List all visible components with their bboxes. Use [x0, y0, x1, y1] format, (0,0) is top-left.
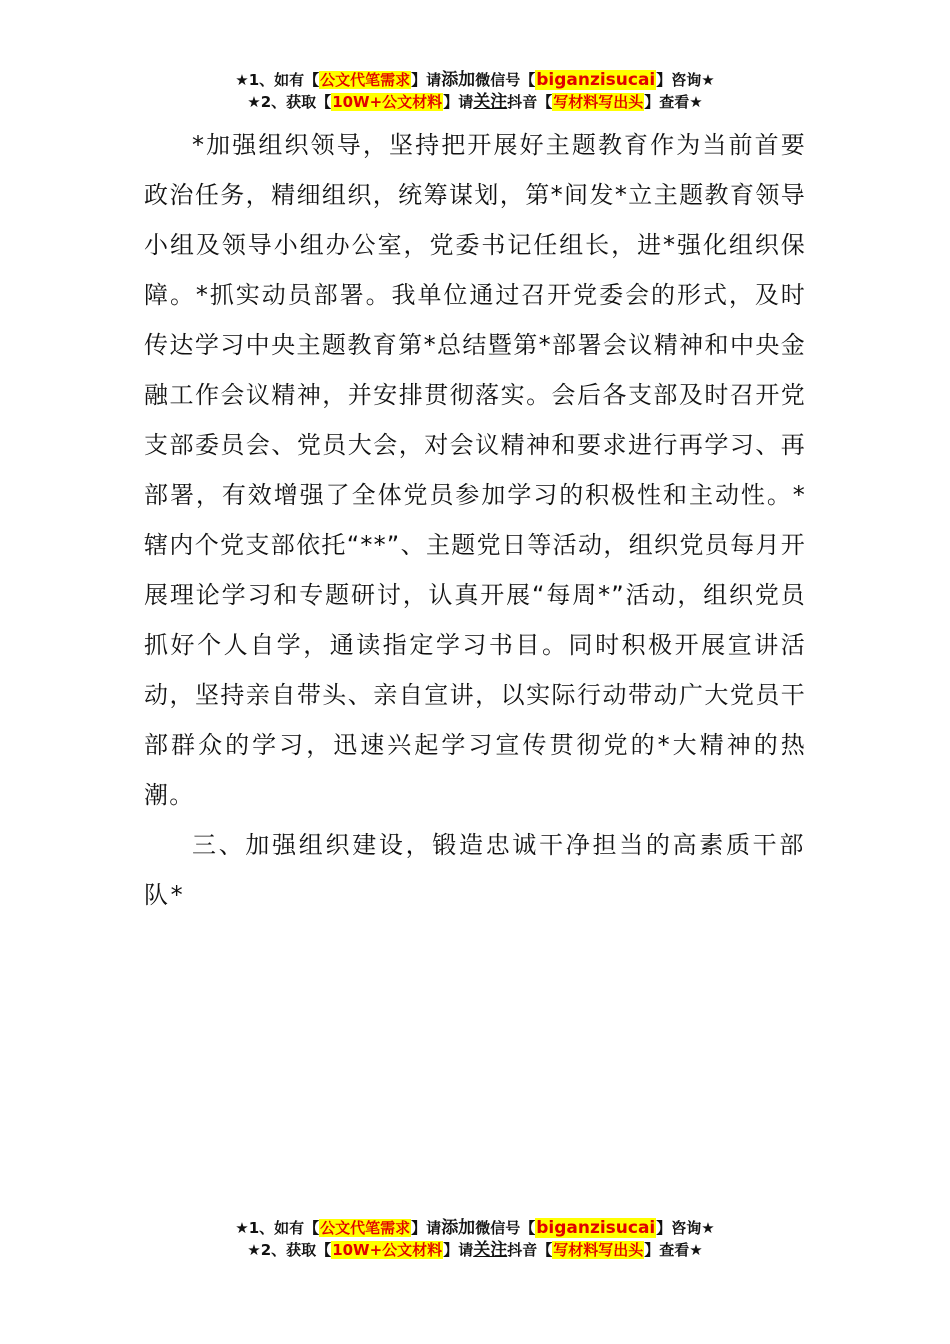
highlight-service: 公文代笔需求: [320, 71, 411, 89]
banner-line-1: [0, 1217, 950, 1239]
banner-text: ★1、如有【: [235, 1219, 320, 1237]
header-banner: [0, 69, 950, 113]
highlight-material: 10W+公文材料: [332, 1241, 443, 1259]
banner-line-2: [0, 1239, 950, 1261]
body-paragraph: *加强组织领导，坚持把开展好主题教育作为当前首要政治任务，精细组织，统筹谋划，第*间发*立主题教育领导小组及领导小组办公室，党委书记任组长，进*强化组织保障。*抓实动员部署。我单位通过召开党委会的形式，及时传达学习中央主题教育第*总结暨第*部署会议精神和中央金融工作会议精神，并安排贯彻落实。会后各支部及时召开党支部委员会、党员大会，对会议精神和要求进行再学习、再部署，有效增强了全体党员参加学习的积极性和主动性。*辖内个党支部依托“**”、主题党日等活动，组织党员每月开展理论学习和专题研讨，认真开展“每周*”活动，组织党员抓好个人自学，通读指定学习书目。同时积极开展宣讲活动，坚持亲自带头、亲自宣讲，以实际行动带动广大党员干部群众的学习，迅速兴起学习宣传贯彻党的*大精神的热潮。: [144, 131, 806, 809]
banner-text: 抖音【: [507, 1241, 553, 1259]
banner-text: 】请: [443, 1241, 474, 1259]
banner-text: ★1、如有【: [235, 71, 320, 89]
banner-text: ★2、获取【: [247, 1241, 332, 1259]
highlight-wechat-id: biganzisucai: [536, 1218, 656, 1238]
banner-follow: 关注: [473, 1240, 508, 1260]
banner-line-2: [0, 91, 950, 113]
highlight-douyin: 写材料写出头: [553, 1241, 644, 1259]
highlight-wechat-id: biganzisucai: [536, 70, 656, 90]
banner-add: 添加: [441, 70, 476, 90]
banner-text: 微信号【: [475, 1219, 536, 1237]
banner-text: ★2、获取【: [247, 93, 332, 111]
banner-line-1: [0, 69, 950, 91]
highlight-material: 10W+公文材料: [332, 93, 443, 111]
banner-text: 抖音【: [507, 93, 553, 111]
banner-text: 】请: [411, 71, 442, 89]
banner-follow: 关注: [473, 92, 508, 112]
banner-add: 添加: [441, 1218, 476, 1238]
section-heading: 三、加强组织建设，锻造忠诚干净担当的高素质干部队*: [144, 831, 806, 909]
banner-text: 微信号【: [475, 71, 536, 89]
banner-text: 】请: [443, 93, 474, 111]
highlight-service: 公文代笔需求: [320, 1219, 411, 1237]
banner-text: 】查看★: [644, 93, 703, 111]
highlight-douyin: 写材料写出头: [553, 93, 644, 111]
banner-text: 】请: [411, 1219, 442, 1237]
banner-text: 】咨询★: [656, 1219, 715, 1237]
document-body: [144, 120, 806, 920]
banner-text: 】查看★: [644, 1241, 703, 1259]
banner-text: 】咨询★: [656, 71, 715, 89]
footer-banner: [0, 1217, 950, 1261]
